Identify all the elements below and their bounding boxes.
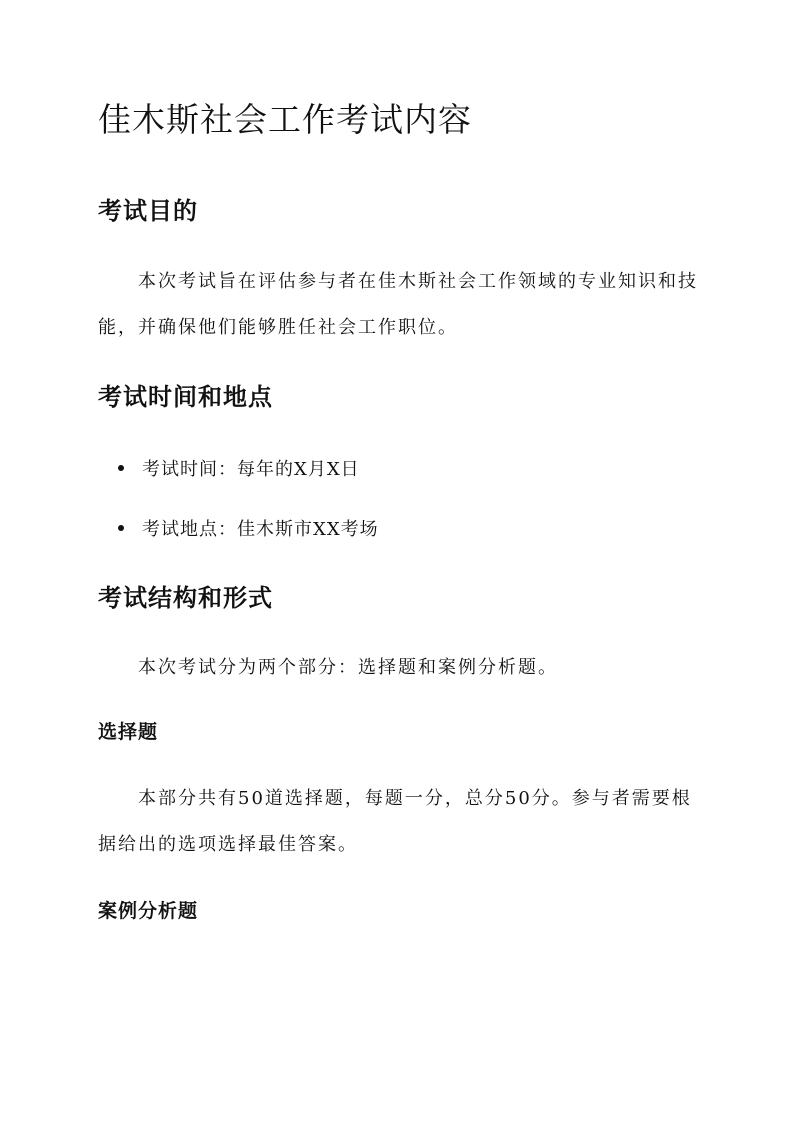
list-item-text: 考试地点：佳木斯市XX考场 [142,519,379,540]
section-heading-time-place: 考试时间和地点 [98,382,273,411]
section-heading-purpose: 考试目的 [98,196,198,225]
purpose-paragraph: 本次考试旨在评估参与者在佳木斯社会工作领域的专业知识和技能，并确保他们能够胜任社会工作职位。 [98,271,698,338]
list-item-exam-time [118,455,360,485]
multiple-choice-paragraph: 本部分共有50道选择题，每题一分，总分50分。参与者需要根据给出的选项选择最佳答案。 [98,788,692,855]
list-item-text: 考试时间：每年的X月X日 [142,459,360,480]
section-heading-structure: 考试结构和形式 [98,583,273,612]
bullet-dot-icon [118,525,124,531]
subsection-heading-multiple-choice: 选择题 [98,721,159,743]
page-title: 佳木斯社会工作考试内容 [98,100,472,139]
structure-paragraph: 本次考试分为两个部分：选择题和案例分析题。 [138,657,558,678]
list-item-exam-place [118,515,379,545]
subsection-heading-case-analysis: 案例分析题 [98,900,199,922]
bullet-dot-icon [118,465,124,471]
